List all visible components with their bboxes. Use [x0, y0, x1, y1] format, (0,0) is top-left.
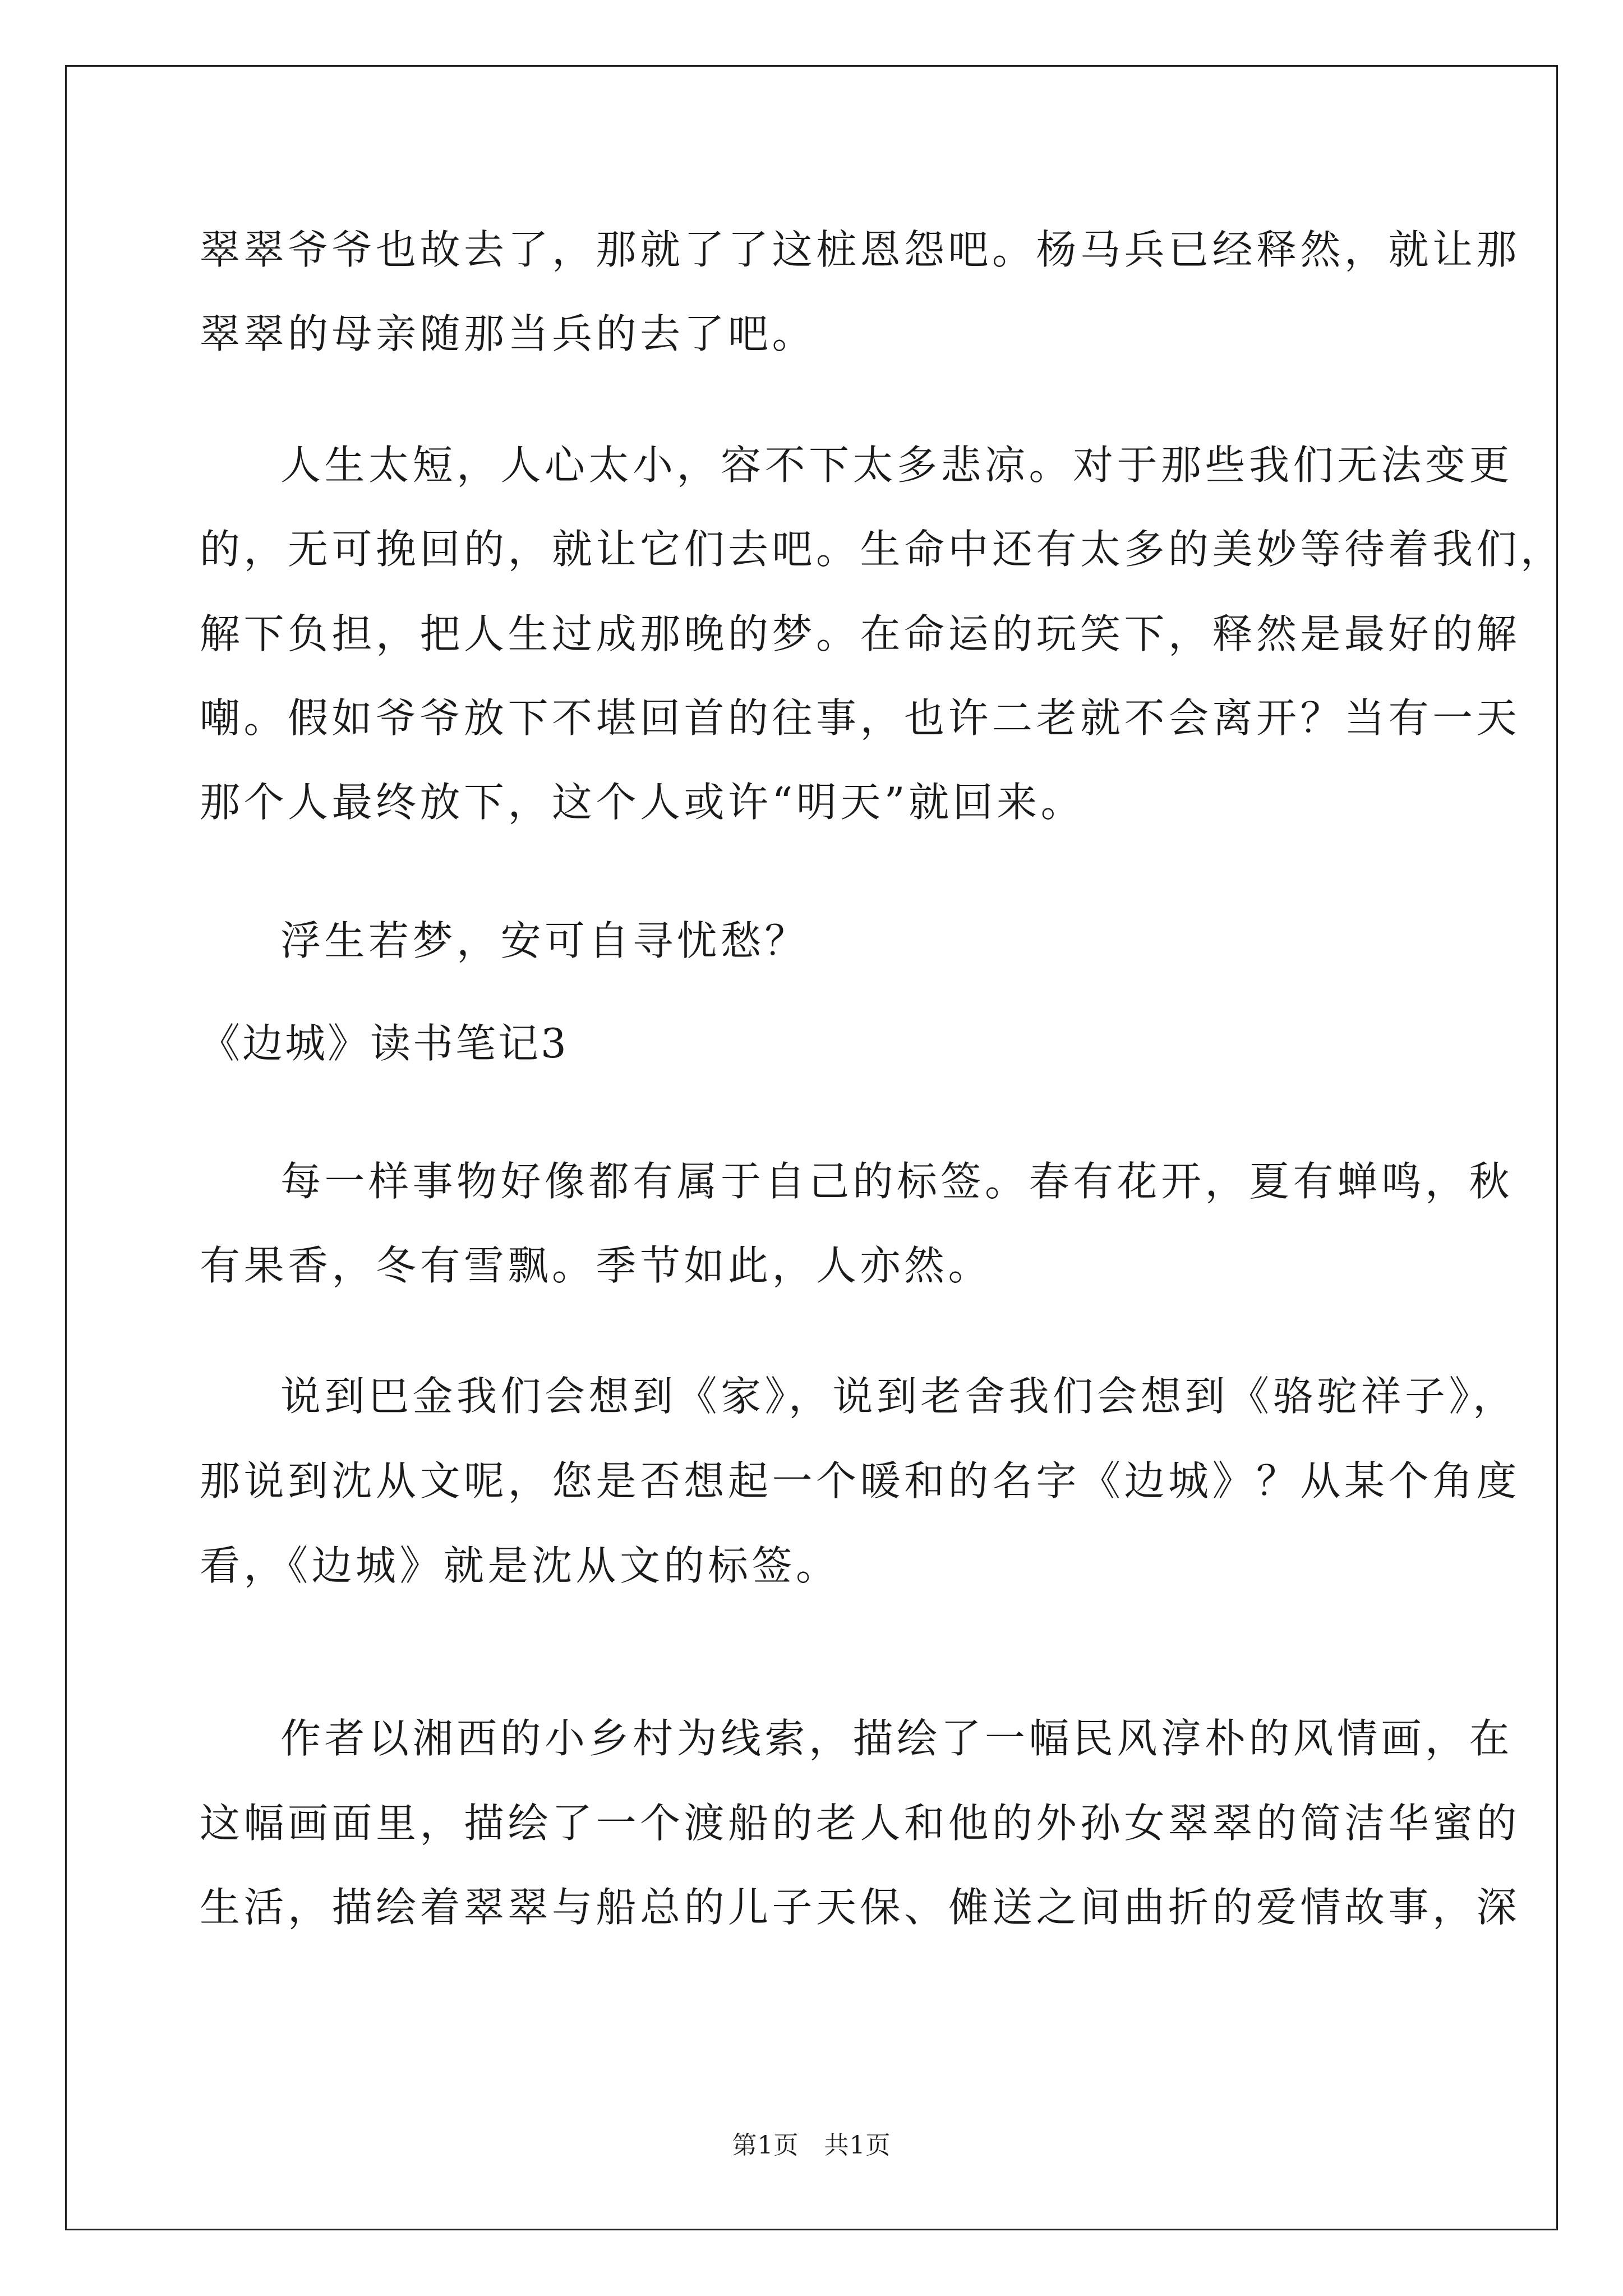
page-number-footer: 第1页 共1页	[732, 2131, 891, 2160]
text-line: 那说到沈从文呢，您是否想起一个暖和的名字《边城》？从某个角度	[200, 1457, 1521, 1504]
text-line: 这幅画面里，描绘了一个渡船的老人和他的外孙女翠翠的简洁华蜜的	[200, 1800, 1521, 1847]
text-line: 嘲。假如爷爷放下不堪回首的往事，也许二老就不会离开？当有一天	[200, 694, 1521, 742]
text-line: 翠翠的母亲随那当兵的去了吧。	[200, 310, 817, 357]
text-line: 浮生若梦，安可自寻忧愁？	[280, 917, 809, 964]
text-line: 说到巴金我们会想到《家》，说到老舍我们会想到《骆驼祥子》，	[280, 1373, 1517, 1420]
text-line: 看，《边城》就是沈从文的标签。	[200, 1542, 840, 1589]
text-line: 人生太短，人心太小，容不下太多悲凉。对于那些我们无法变更	[280, 441, 1514, 489]
text-line: 作者以湘西的小乡村为线索，描绘了一幅民风淳朴的风情画，在	[280, 1715, 1514, 1762]
text-line: 解下负担，把人生过成那晚的梦。在命运的玩笑下，释然是最好的解	[200, 610, 1521, 657]
text-line: 的，无可挽回的，就让它们去吧。生命中还有太多的美妙等待着我们，	[200, 526, 1565, 573]
text-line: 有果香，冬有雪飘。季节如此，人亦然。	[200, 1242, 993, 1289]
section-heading: 《边城》读书笔记3	[200, 1020, 569, 1067]
text-line: 翠翠爷爷也故去了，那就了了这桩恩怨吧。杨马兵已经释然，就让那	[200, 226, 1521, 273]
text-line: 每一样事物好像都有属于自己的标签。春有花开，夏有蝉鸣，秋	[280, 1158, 1514, 1205]
text-line: 那个人最终放下，这个人或许“明天”就回来。	[200, 779, 1085, 826]
text-line: 生活，描绘着翠翠与船总的儿子天保、傩送之间曲折的爱情故事，深	[200, 1884, 1521, 1931]
